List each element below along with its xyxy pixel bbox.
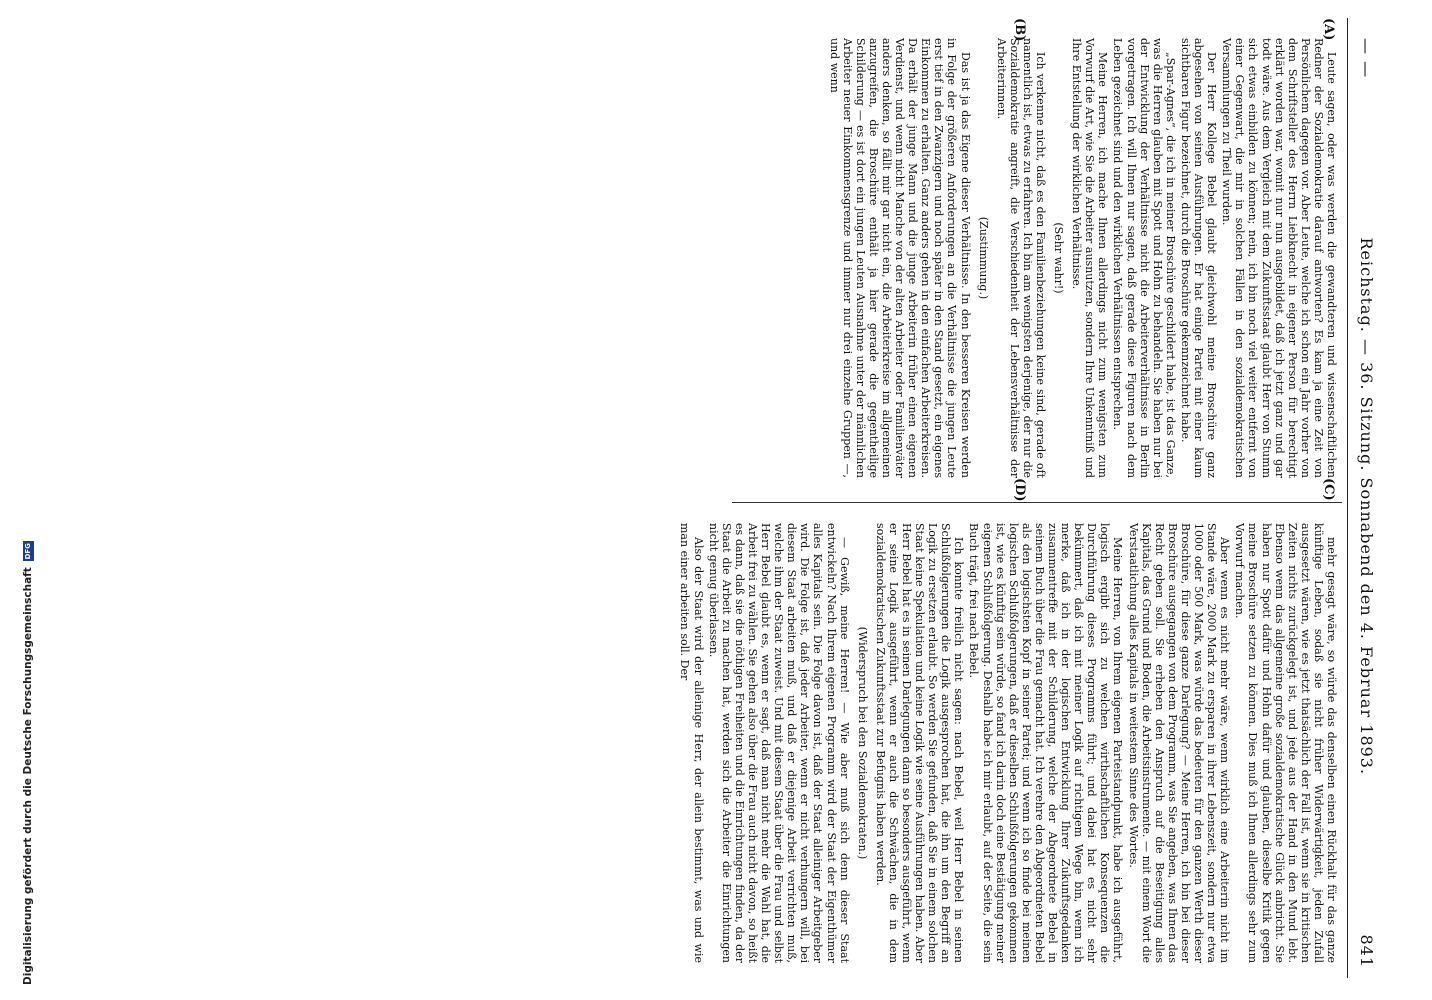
- dfg-logo-icon: DFG: [23, 543, 32, 560]
- left-text-column: [738, 38, 1338, 478]
- page-title: Reichstag. — 36. Sitzung. Sonnabend den 4. Februar 1893.: [1357, 237, 1377, 776]
- paragraph: Aber wenn es nicht mehr wäre, wenn wirklich eine Arbeiterin nicht im Stande wäre, 2000 Mark zu ersparen in ihrer Lebenszeit, sondern nur etwa 1000 oder 500 Mark, was würde das bedeuten für den ganzen Werth dieser Broschüre, für diese ganze Darlegung? — Meine Herren, ich bin bei dieser Broschüre ausgegangen von dem Programm, was Sie angeben, was Ihnen das Recht geben soll. Sie erheben den Anspruch auf die Beseitigung alles Kapitals, das Grund und Boden, die Arbeitsinstrumente. — mit einem Wort die Verstaatlichung alles Kapitals in weitestem Sinne des Wortes.: [1126, 523, 1232, 963]
- paragraph: Leute sagen, oder was werden die gewandteren und wissenschaftlichen Redner der Sozialdemokratie darauf antworten? Es kam ja eine Zeit von Persönlichem dagegen vor. Aber Leute, welche ich schon ein Jahr vorher von dem Schriftsteller des Herrn Liebknecht in eigener Person für berechtigt erklärt worden war, womit nur nun ausgebildet, daß ich jetzt ganz und gar todt wäre. Aus dem Vergleich mit dem Zukunftsstaat glaubt Herr von Stumm sich etwas einbilden zu können; nein, ich bin noch viel weiter entfernt von einer Gegenwart, die mir in solchen Fällen in den sozialdemokratischen Versammlungen zu Theil wurden.: [1220, 38, 1338, 478]
- paragraph: „Spar-Agnes“, die ich in meiner Broschüre geschildert habe, ist das Ganze, was die Herren glauben mit Spott und Hohn zu behandeln. Sie haben nur bei der Entwicklung der Verhältnisse nicht die Arbeiterverhältnisse in Berlin vorgetragen. Ich will Ihnen nur sagen, daß gerade diese Figuren nach dem Leben gezeichnet sind und den wirklichen Verhältnissen entsprechen.: [1111, 38, 1177, 478]
- margin-letter-c: (C): [1321, 478, 1336, 501]
- margin-letter-d: (D): [1012, 478, 1027, 502]
- paragraph: Also der Staat wird der alleinige Herr, der allein bestimmt, was und wie man einer arbeiten soll. Der: [678, 523, 705, 963]
- interjection: (Sehr wahr!): [1052, 222, 1066, 294]
- column-divider: [732, 502, 1342, 503]
- interjection: (Widerspruch bei den Sozialdemokraten.): [855, 626, 869, 860]
- right-text-column: [678, 523, 1338, 963]
- paragraph: Meine Herren, ich mache Ihnen allerdings nicht zum wenigsten zum Vorwurf die Art, wie Sie die Arbeiter ausnutzen, sondern Ihre Unkenntniß und Ihre Entstellung der wirklichen Verhältnisse.: [1070, 38, 1110, 478]
- footer-text: Digitalisierung gefördert durch die Deutsche Forschungsgemeinschaft: [22, 567, 34, 985]
- paragraph: Ich konnte freilich nicht sagen: nach Bebel, weil Herr Bebel in seinen Schlußfolgerungen die Logik ausgesprochen hat, die ihn um den Begriff an Logik zu ersetzen erlaubt. So werden Sie gefunden, daß Sie in einem solchen Staat keine Spekulation und keine Logik wie seine Ausführungen haben. Aber Herr Bebel hat es in seinen Darlegungen dann so besonders ausgeführt, wenn er seine Logik ausgeführt, wenn er auch die Schwächen, die in dem sozialdemokratischen Zukunftsstaat zur Befugnis haben werden.: [873, 523, 966, 963]
- header-rule: [1347, 18, 1348, 978]
- margin-letter-b: (B): [1012, 18, 1027, 42]
- rotated-page-content: [62, 18, 1382, 978]
- margin-letter-a: (A): [1321, 18, 1336, 41]
- paragraph: Das ist ja das Eigene dieser Verhältnisse. In den besseren Kreisen werden in Folge der größeren Anforderungen an die Verhältnisse die jungen Leute erst tief in den Zwanzigern und noch später in den Stand gesetzt, ein eigenes Einkommen zu erhalten. Ganz anders gehen in den einfachen Arbeiterkreisen. Da erhält der junge Mann und die junge Arbeiterin früher einen eigenen Verdienst, und wenn nicht Manche von der alten Arbeiter oder Familienväter anders denken, so fällt mir gar nicht ein, die Arbeiterkreise im allgemeinen anzugreifen, die Broschüre enthält ja hier gerade die gegentheilige Schilderung — es ist dort ein jungen Leuten Ausnahme unter der männlichen Arbeiter neuer Einkommensgrenze und immer nur drei einzelne Gruppen —, und wenn: [827, 38, 972, 478]
- funding-footer: [4, 0, 34, 1000]
- page-number: 841: [1357, 934, 1377, 968]
- paragraph: — Gewiß, meine Herren! — Wie aber muß sich denn dieser Staat entwickeln? Nach Ihrem eigenen Programm wird der Staat der Eigenthümer alles Kapitals sein. Die Folge davon ist, daß der Staat alleiniger Arbeitgeber wird. Die Folge ist, daß jeder Arbeiter, wenn er nicht verhungern will, bei diesem Staat arbeiten muß, und daß er diejenige Arbeit verrichten muß, welche ihm der Staat zuweist. Und mit diesem Staat über die Frau und selbst Herr Bebel glaubt es, wenn er sagt, daß man nicht mehr die Wahl hat, die Arbeit frei zu wählen. Sie gehen also über die Frau auch nicht davon, so heißt es dann, daß sie die nöthigen Freiheiten und die Einrichtungen finden, da der Staat die Arbeit zu machen hat, werden sich die Arbeiter die Einrichtungen nicht genug überlassen.: [706, 523, 851, 963]
- paragraph: mehr gesagt wäre, so würde das denselben einen Rückhalt für das ganze künftige Leben, sodaß sie nicht früher Widerwärtigkeit, jeden Zufall ausgesetzt wären, wie es jetzt thatsächlich der Fall ist, wenn sie in kritischen Zeiten nichts zurückgelegt ist, und jede aus der Hand in den Mund lebt. Ebenso wenn das allgemeine große sozialdemokratische Glück anbricht. Sie haben nur Spott dafür und Hohn dafür und glauben, dieselbe Kritik gegen meine Broschüre setzen zu können. Dies muß ich Ihnen allerdings sehr zum Vorwurf machen.: [1233, 523, 1338, 963]
- paragraph: Der Herr Kollege Bebel glaubt gleichwohl meine Broschüre ganz abgesehen von seinen Ausführungen. Er hat einige Partei mit einer kaum sichtbaren Figur bezeichnet, durch die Broschüre gekennzeichnet habe.: [1178, 38, 1219, 478]
- paragraph: Ich verkenne nicht, daß es den Familienbeziehungen keine sind, gerade oft namentlich ist, etwas zu erfahren. Ich bin am wenigsten derjenige, der nur die Sozialdemokratie angreift, die Verschiedenheit der Lebensverhältnisse der Arbeiterinnen.: [994, 38, 1048, 478]
- interjection: (Zustimmung.): [976, 216, 990, 300]
- paragraph: Meine Herren, von Ihrem eigenen Parteistandpunkt, habe ich ausgeführt, logisch ergibt sich zu welchen wirthschaftlichen Konsequenzen die Durchführung dieses Programms führt; und dabei hat es nicht sehr bekümmert, daß ich mit meiner Logik auf richtigem Wege bin, wenn ich merke, daß ich in der logischen Entwicklung Ihrer Zukunftsgedanken zusammentreffe mit der Schilderung, welche der Abgeordnete Bebel in seinem Buch über die Frau gemacht hat. Ich verehre den Abgeordneten Bebel als den logischsten Kopf in seiner Partei; und wenn ich so finde bei meinen logischen Schlußfolgerungen, daß er dieselben Schlußfolgerungen gekommen ist, wie es künftig sein würde, so fand ich darin doch eine Bestätigung meiner eigenen Schlußfolgerung. Deshalb habe ich mir erlaubt, auf der Seite, die sein Buch trägt, frei nach Bebel.: [967, 523, 1125, 963]
- page-header: [1352, 38, 1382, 968]
- header-left-marks: — —: [1357, 38, 1377, 79]
